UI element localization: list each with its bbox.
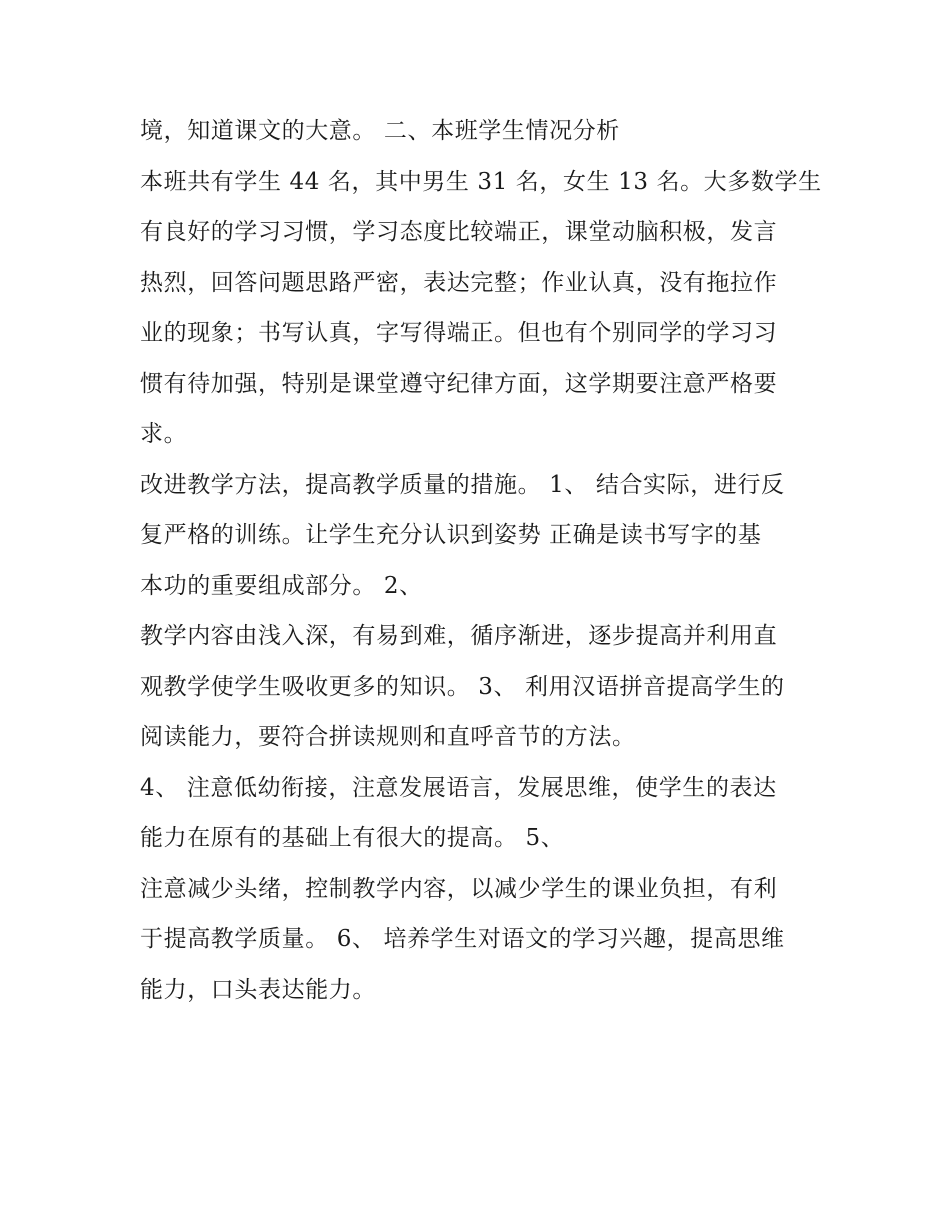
text-line: 境，知道课文的大意。 二、本班学生情况分析 bbox=[140, 118, 620, 144]
paragraph-class-analysis bbox=[140, 157, 830, 460]
document-body bbox=[140, 106, 830, 1015]
text-line: 本班共有学生 44 名，其中男生 31 名，女生 13 名。大多数学生 bbox=[140, 168, 822, 195]
paragraph-content-method bbox=[140, 611, 830, 763]
text-line: 观教学使学生吸收更多的知识。 3、 利用汉语拼音提高学生的 bbox=[140, 673, 785, 700]
text-line: 惯有待加强，特别是课堂遵守纪律方面，这学期要注意严格要 bbox=[140, 370, 778, 397]
paragraph-intro-end bbox=[140, 106, 830, 157]
paragraph-measures bbox=[140, 460, 830, 612]
text-line: 本功的重要组成部分。 2、 bbox=[140, 572, 423, 599]
text-line: 能力，口头表达能力。 bbox=[140, 976, 376, 1003]
text-line: 业的现象；书写认真，字写得端正。但也有个别同学的学习习 bbox=[140, 320, 778, 346]
text-line: 有良好的学习习惯，学习态度比较端正，课堂动脑积极，发言 bbox=[140, 219, 778, 245]
text-line: 注意减少头绪，控制教学内容，以减少学生的课业负担，有利 bbox=[140, 875, 778, 902]
text-line: 于提高教学质量。 6、 培养学生对语文的学习兴趣，提高思维 bbox=[140, 926, 785, 952]
text-line: 热烈，回答问题思路严密，表达完整；作业认真，没有拖拉作 bbox=[140, 269, 778, 296]
text-line: 能力在原有的基础上有很大的提高。 5、 bbox=[140, 825, 565, 851]
text-line: 改进教学方法，提高教学质量的措施。 1、 结合实际，进行反 bbox=[140, 471, 785, 498]
text-line: 复严格的训练。让学生充分认识到姿势 正确是读书写字的基 bbox=[140, 522, 762, 548]
text-line: 求。 bbox=[140, 421, 188, 447]
text-line: 教学内容由浅入深，有易到难，循序渐进，逐步提高并利用直 bbox=[140, 623, 778, 649]
text-line: 4、 注意低幼衔接，注意发展语言，发展思维，使学生的表达 bbox=[140, 774, 777, 801]
text-line: 阅读能力，要符合拼读规则和直呼音节的方法。 bbox=[140, 724, 636, 750]
paragraph-workload bbox=[140, 864, 830, 1016]
paragraph-transition bbox=[140, 763, 830, 864]
